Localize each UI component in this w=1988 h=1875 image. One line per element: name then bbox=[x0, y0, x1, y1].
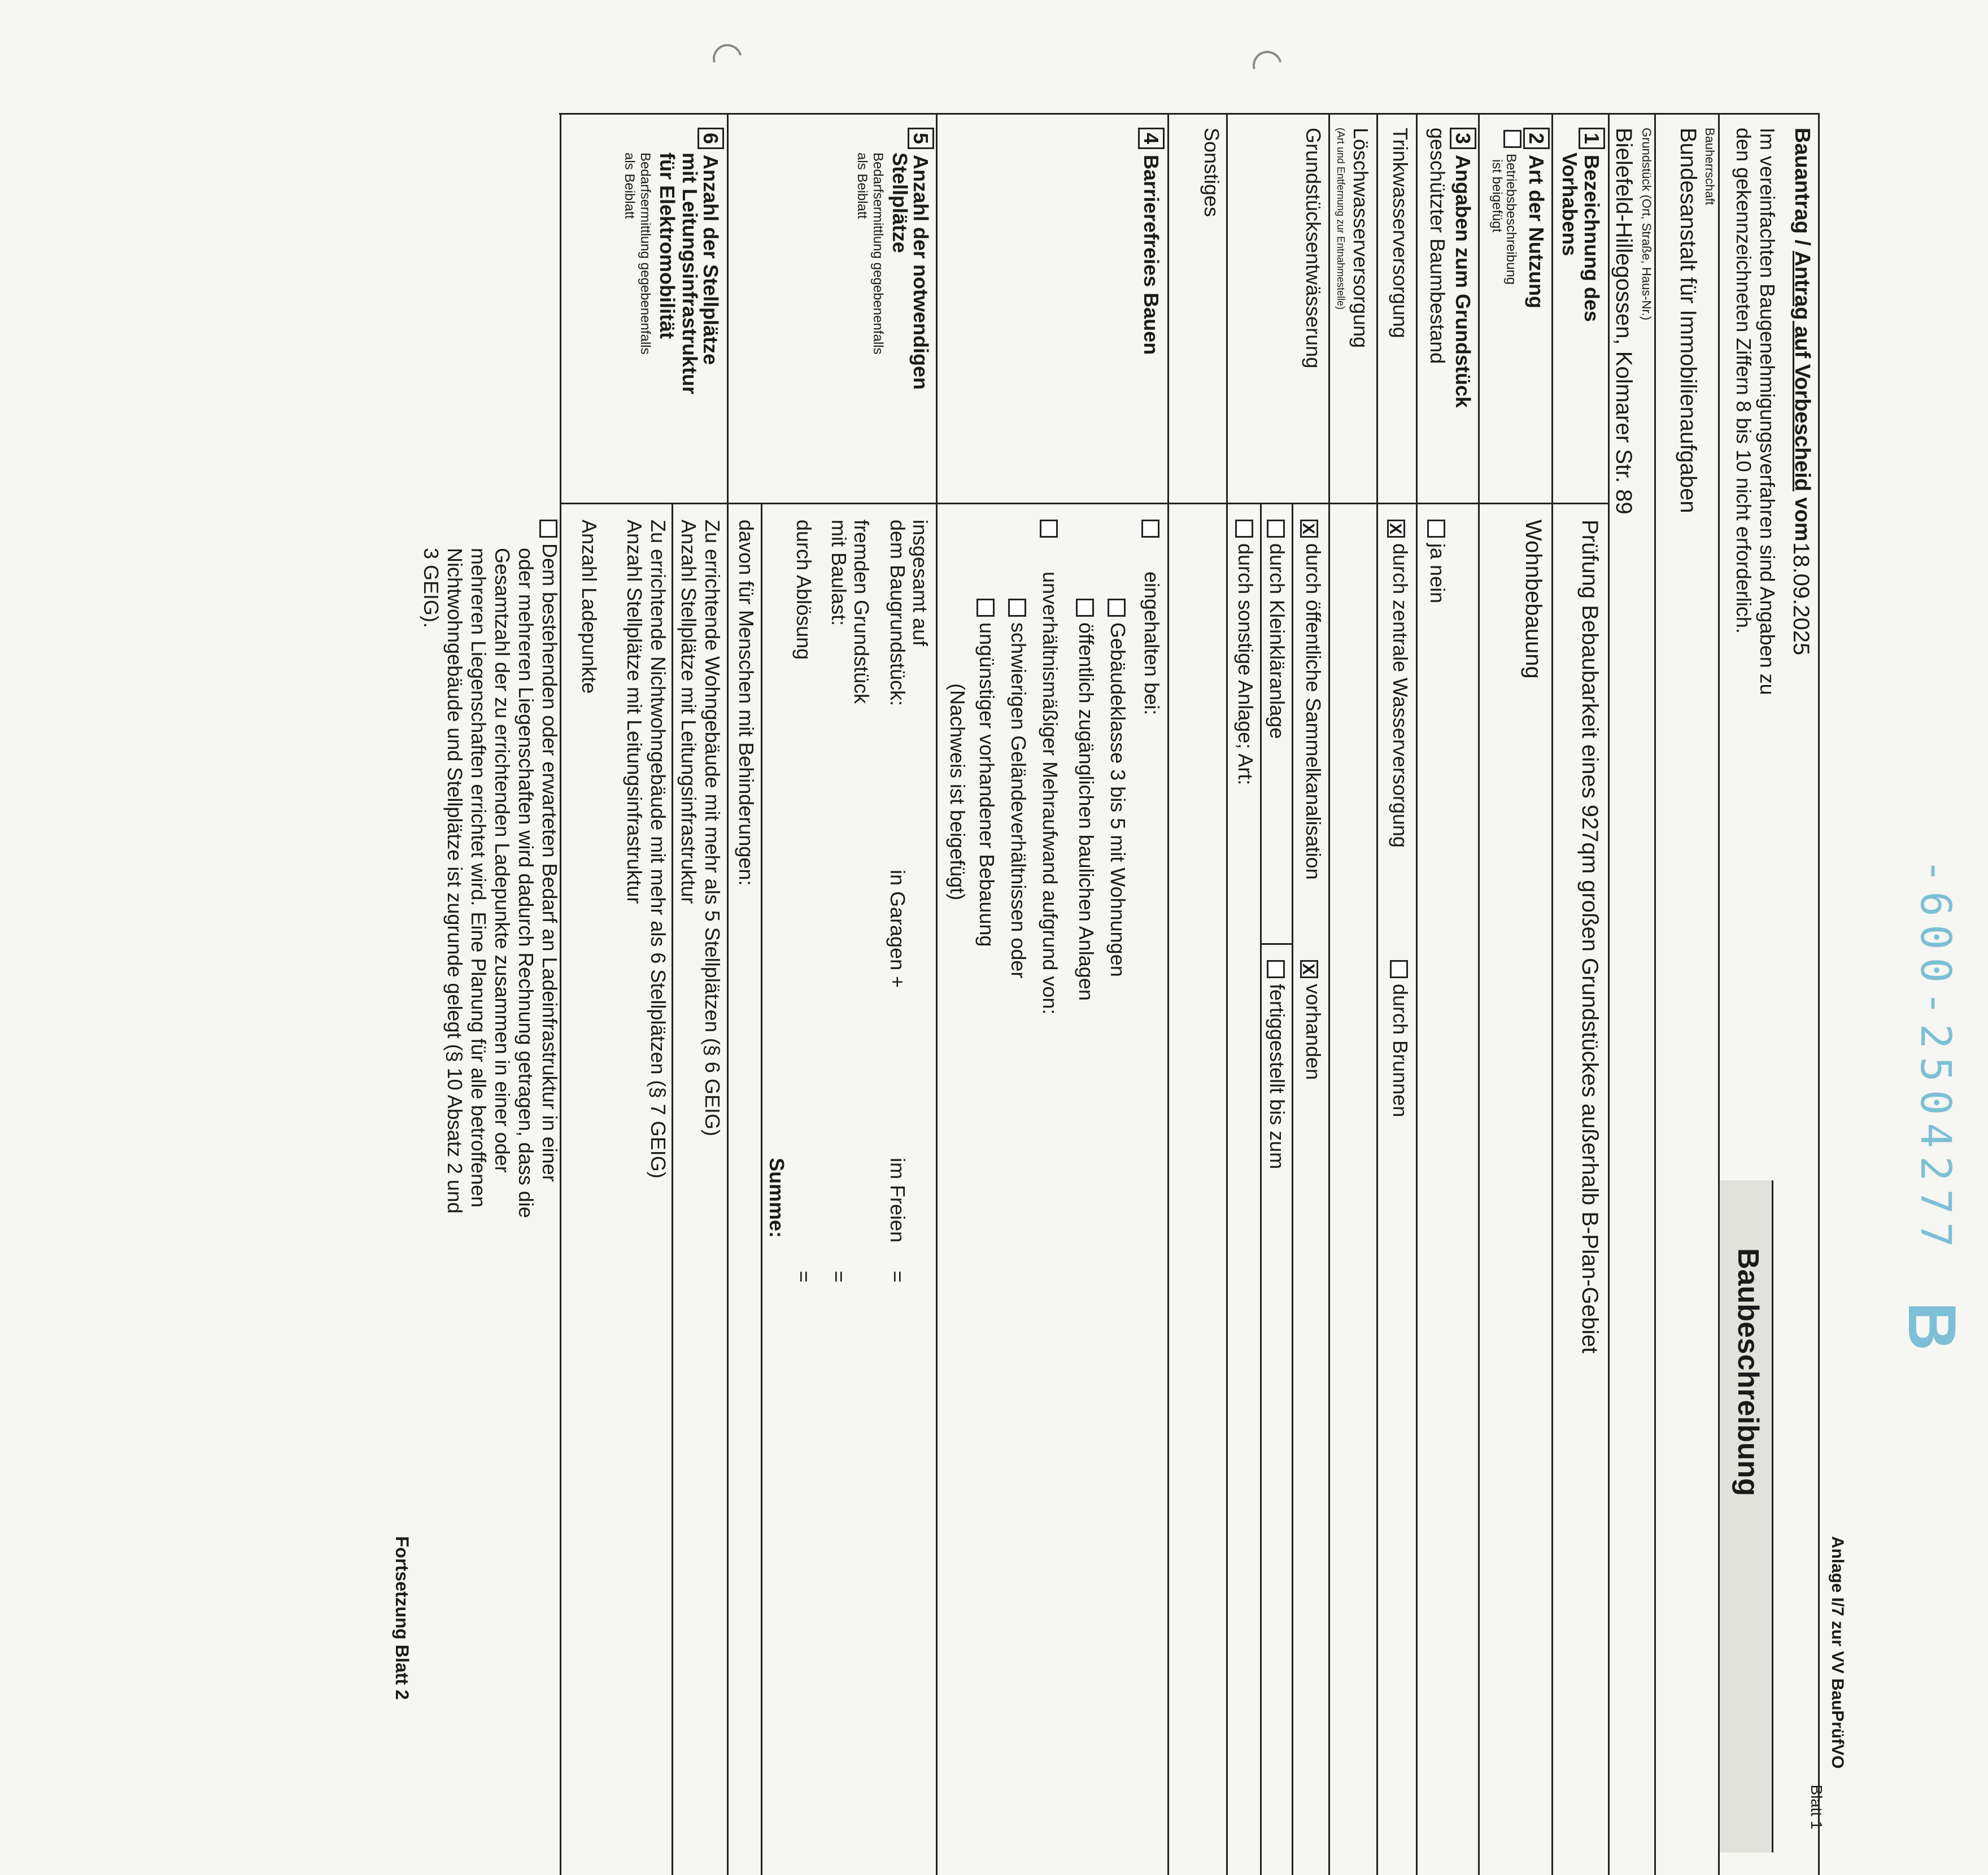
section-1-value: Prüfung Bebaubarkeit eines 927qm großen Grundstückes außerhalb B-Plan-Gebiet bbox=[1577, 520, 1602, 1354]
stellplaetze-eq-3: = bbox=[792, 1271, 816, 1283]
section-6-sub-2: als Beiblatt bbox=[622, 152, 637, 219]
section-6-title-2: mit Leitungsinfrastruktur bbox=[678, 152, 701, 395]
trinkwasser-zentral: Xdurch zentrale Wasserversorgung bbox=[1387, 520, 1412, 848]
stellplaetze-behinderung: davon für Menschen mit Behinderungen: bbox=[735, 520, 758, 886]
loeschwasser-label: Löschwasserversorgung bbox=[1349, 128, 1372, 348]
betriebsbeschreibung-checkbox[interactable]: Betriebsbeschreibung bbox=[1503, 130, 1521, 285]
stellplaetze-insgesamt: insgesamt auf bbox=[909, 520, 932, 647]
section-2-title: 2Art der Nutzung bbox=[1523, 128, 1550, 308]
barrierefrei-eingehalten-checkbox[interactable] bbox=[1141, 520, 1159, 538]
application-date: 18.09.2025 bbox=[1789, 542, 1813, 656]
stellplaetze-baugrund: dem Baugrundstück: bbox=[886, 520, 909, 707]
emob-wohn-anzahl: Anzahl Stellplätze mit Leitungsinfrastruktur bbox=[677, 520, 700, 904]
emob-paragraph-4: mehreren Liegenschaften errichtet wird. Eine Planung für alle betroffenen bbox=[467, 548, 490, 1208]
stellplaetze-fremd-2: mit Baulast: bbox=[827, 520, 851, 626]
section-6-title: 6Anzahl der Stellplätze bbox=[697, 128, 724, 365]
document-title: Baubeschreibung bbox=[1732, 1248, 1764, 1497]
trinkwasser-brunnen: durch Brunnen bbox=[1389, 960, 1412, 1117]
stellplaetze-summe: Summe: bbox=[765, 1158, 788, 1239]
entwaesserung-klein: durch Kleinkläranlage bbox=[1266, 520, 1289, 739]
section-1-title-2: Vorhabens bbox=[1558, 152, 1581, 256]
application-title: Bauantrag / Antrag auf Vorbescheid vom bbox=[1790, 128, 1814, 542]
stellplaetze-fremd-1: fremden Grundstück bbox=[850, 520, 873, 704]
entwaesserung-fertig: fertiggestellt bis zum bbox=[1266, 960, 1289, 1169]
emob-checkbox-text-1: Dem bestehenden oder erwarteten Bedarf an Ladeinfrastruktur in einer bbox=[538, 520, 561, 1182]
stellplaetze-freien: im Freien bbox=[886, 1158, 909, 1243]
application-note-2: den gekennzeichneten Ziffern 8 bis 10 nicht erforderlich. bbox=[1732, 128, 1755, 634]
oeffentlich-checkbox[interactable] bbox=[1076, 599, 1094, 617]
entwaesserung-sammel-checkbox[interactable]: X bbox=[1300, 520, 1318, 538]
stellplaetze-garagen: in Garagen + bbox=[886, 870, 909, 988]
emob-paragraph-3: Gesamtzahl der zu errichtenden Ladepunkte zusammen in einer oder bbox=[491, 548, 514, 1173]
loeschwasser-sub: (Art und Entfernung zur Entnahmestelle) bbox=[1335, 128, 1346, 310]
section-5-sub-1: Bedarfsermittlung gegebenenfalls bbox=[870, 152, 886, 355]
entwaesserung-sonst-checkbox[interactable] bbox=[1235, 520, 1253, 538]
betriebsbeschreibung-line-2: ist beigefügt bbox=[1489, 159, 1505, 233]
section-6-sub-1: Bedarfsermittlung gegebenenfalls bbox=[638, 152, 653, 355]
section-2-value: Wohnbebauung bbox=[1521, 520, 1546, 679]
section-1-title: 1Bezeichnung des bbox=[1579, 128, 1605, 322]
emob-nichtwohngebaeude: Zu errichtende Nichtwohngebäude mit mehr als 6 Stellplätzen (§ 7 GEIG) bbox=[647, 520, 670, 1179]
unverhaeltnis-checkbox[interactable] bbox=[1040, 520, 1058, 538]
sheet-number: Blatt 1 bbox=[1808, 1785, 1825, 1830]
barrierefrei-unverhaeltnis: unverhältnismäßiger Mehraufwand aufgrund von: bbox=[1039, 520, 1062, 1014]
entwaesserung-label: Grundstücksentwässerung bbox=[1302, 128, 1325, 369]
barrierefrei-oeffentlich: öffentlich zugänglichen baulichen Anlagen bbox=[1075, 599, 1098, 1001]
application-note-1: Im vereinfachten Baugenehmigungsverfahren sind Angaben zu bbox=[1756, 128, 1779, 695]
entwaesserung-sammel: Xdurch öffentliche Sammelkanalisation bbox=[1300, 520, 1325, 880]
section-4-title: 4Barrierefreies Bauen bbox=[1138, 128, 1165, 355]
sonstiges-label: Sonstiges bbox=[1200, 128, 1223, 217]
punch-hole-right bbox=[1247, 45, 1287, 85]
gebaeudeklasse-checkbox[interactable] bbox=[1108, 599, 1126, 617]
barrierefrei-schwierig: schwierigen Geländeverhältnissen oder bbox=[1007, 599, 1030, 978]
baumbestand-ja-checkbox[interactable] bbox=[1427, 520, 1445, 538]
section-5-sub-2: als Beiblatt bbox=[855, 152, 870, 219]
entwaesserung-fertig-checkbox[interactable] bbox=[1267, 960, 1285, 978]
betriebsbeschreibung-box[interactable] bbox=[1503, 130, 1521, 148]
emob-liegenschaft-checkbox[interactable] bbox=[539, 520, 557, 538]
entwaesserung-vorhanden: Xvorhanden bbox=[1300, 960, 1325, 1080]
bauherrschaft-value: Bundesanstalt für Immobilienaufgaben bbox=[1676, 128, 1701, 513]
receipt-stamp-letter: B bbox=[1894, 1302, 1970, 1351]
emob-paragraph-6: 3 GEIG). bbox=[420, 548, 443, 629]
trinkwasser-zentral-checkbox[interactable]: X bbox=[1387, 520, 1405, 538]
section-3-title: 3Angaben zum Grundstück bbox=[1450, 128, 1476, 408]
emob-paragraph-5: Nichtwohngebäude und Stellplätze ist zugrunde gelegt (§ 10 Absatz 2 und bbox=[443, 548, 467, 1214]
baumbestand-options: ja nein bbox=[1426, 520, 1449, 603]
stellplaetze-eq-2: = bbox=[827, 1271, 851, 1283]
entwaesserung-vorhanden-checkbox[interactable]: X bbox=[1300, 960, 1318, 978]
emob-nicht-anzahl: Anzahl Stellplätze mit Leitungsinfrastruktur bbox=[623, 520, 646, 904]
receipt-stamp-number: -600-2504277 bbox=[1911, 858, 1960, 1255]
barrierefrei-eingehalten: eingehalten bei: bbox=[1140, 520, 1163, 715]
emob-ladepunkte: Anzahl Ladepunkte bbox=[578, 520, 601, 694]
schwierig-checkbox[interactable] bbox=[1008, 599, 1026, 617]
fortsetzung-label: Fortsetzung Blatt 2 bbox=[392, 1536, 412, 1700]
barrierefrei-nachweis: (Nachweis ist beigefügt) bbox=[946, 683, 969, 901]
trinkwasser-brunnen-checkbox[interactable] bbox=[1390, 960, 1408, 978]
baumbestand-label: geschützter Baumbestand bbox=[1426, 128, 1449, 364]
grundstueck-label: Grundstück (Ort, Straße, Haus-Nr.) bbox=[1640, 128, 1654, 321]
barrierefrei-unguenstig: ungünstiger vorhandener Bebauung bbox=[975, 599, 999, 947]
punch-hole-left bbox=[707, 38, 747, 79]
stellplaetze-abloesung: durch Ablösung bbox=[792, 520, 816, 660]
trinkwasser-label: Trinkwasserversorgung bbox=[1389, 128, 1412, 338]
entwaesserung-klein-checkbox[interactable] bbox=[1267, 520, 1285, 538]
section-5-title-2: Stellplätze bbox=[888, 152, 912, 254]
grundstueck-value: Bielefeld-Hillegossen, Kolmarer Str. 89 bbox=[1611, 128, 1636, 514]
bauherrschaft-label: Bauherrschaft bbox=[1703, 128, 1717, 205]
emob-paragraph-2: oder mehreren Liegenschaften wird dadurch Rechnung getragen, dass die bbox=[515, 548, 538, 1218]
stellplaetze-eq-1: = bbox=[886, 1271, 909, 1283]
unguenstig-checkbox[interactable] bbox=[976, 599, 995, 617]
section-5-title: 5Anzahl der notwendigen bbox=[908, 128, 934, 390]
form-sheet bbox=[96, 113, 1858, 1830]
annex-label: Anlage I/7 zur VV BauPrüfVO bbox=[1828, 1536, 1847, 1769]
section-6-title-3: für Elektromobilität bbox=[656, 152, 679, 339]
emob-wohngebaeude: Zu errichtende Wohngebäude mit mehr als 5 Stellplätzen (§ 6 GEIG) bbox=[701, 520, 724, 1136]
entwaesserung-sonst: durch sonstige Anlage; Art: bbox=[1234, 520, 1257, 785]
barrierefrei-gebaeudeklasse: Gebäudeklasse 3 bis 5 mit Wohnungen bbox=[1106, 599, 1130, 977]
